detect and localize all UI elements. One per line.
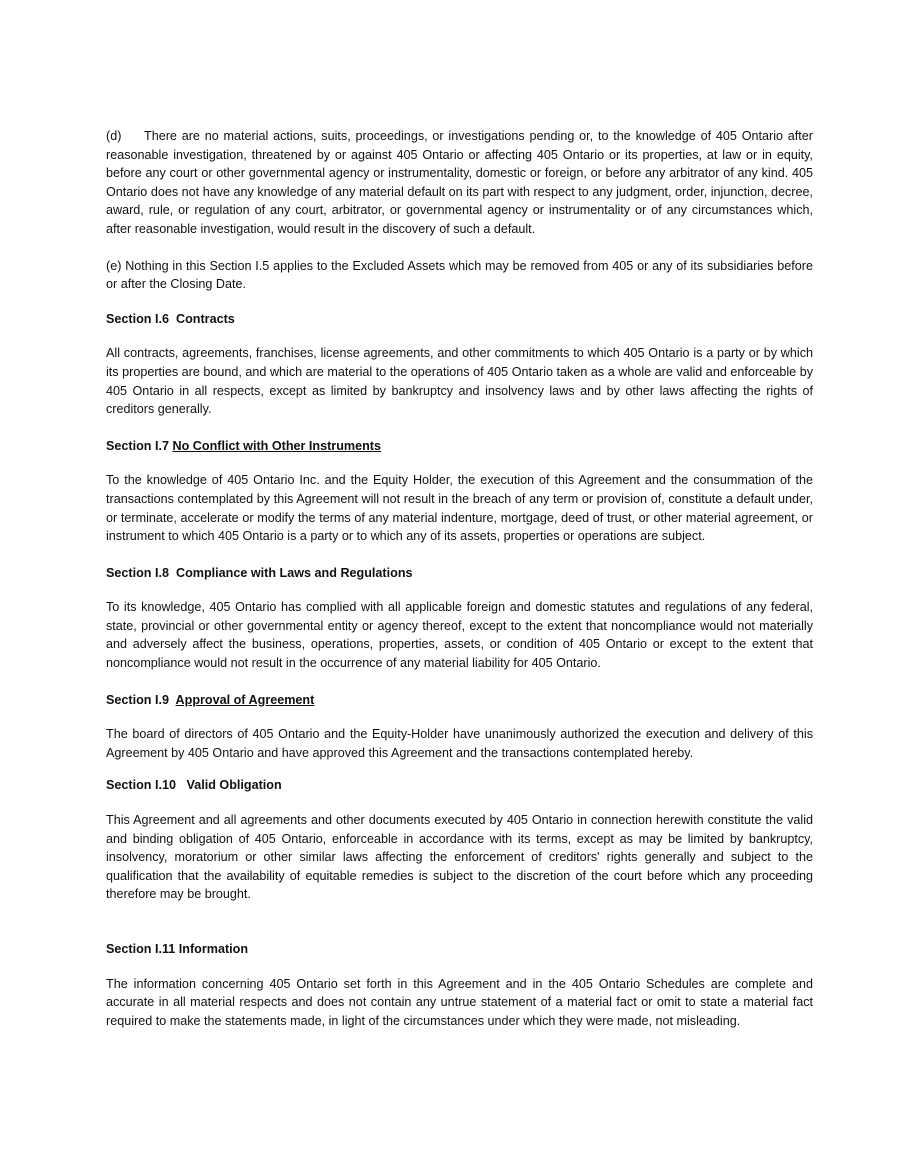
section-number: Section I.6	[106, 311, 169, 326]
section-heading-i6	[106, 310, 813, 329]
document-page	[106, 127, 813, 1030]
section-body-i10: This Agreement and all agreements and other documents executed by 405 Ontario in connection herewith constitute the valid and binding obligation of 405 Ontario, enforceable in accordance with its terms, except as may be limited by bankruptcy, insolvency, moratorium or other similar laws affecting the enforcement of creditors' rights generally and subject to the qualification that the availability of equitable remedies is subject to the discretion of the court before which any proceeding therefore may be brought.	[106, 813, 813, 902]
section-title: Valid Obligation	[186, 778, 282, 793]
paragraph-d-label: (d)	[106, 129, 122, 143]
section-heading-i11	[106, 940, 813, 959]
section-heading-i8	[106, 564, 813, 583]
section-heading-i10	[106, 776, 813, 795]
section-title: Approval of Agreement	[175, 692, 315, 707]
section-body-i9: The board of directors of 405 Ontario and the Equity-Holder have unanimously authorized the execution and delivery of this Agreement by 405 Ontario and have approved this Agreement and the transactions contemplated hereby.	[106, 727, 813, 760]
section-body-i7: To the knowledge of 405 Ontario Inc. and the Equity Holder, the execution of this Agreement and the consummation of the transactions contemplated by this Agreement will not result in the breach of any term or provision of, constitute a default under, or terminate, accelerate or modify the terms of any material indenture, mortgage, deed of trust, or other material agreement, or instrument to which 405 Ontario is a party or to which any of its assets, properties or operations are subject.	[106, 473, 813, 544]
section-title: No Conflict with Other Instruments	[172, 438, 381, 453]
section-title: Information	[178, 942, 249, 956]
section-number: Section I.9	[106, 692, 169, 707]
paragraph-e: (e) Nothing in this Section I.5 applies to the Excluded Assets which may be removed from 405 or any of its subsidiaries before or after the Closing Date.	[106, 258, 813, 292]
section-number: Section I.10	[106, 778, 176, 793]
section-title: Contracts	[176, 311, 235, 326]
paragraph-d-text: There are no material actions, suits, proceedings, or investigations pending or, to the knowledge of 405 Ontario after reasonable investigation, threatened by or against 405 Ontario or affecting 405 Ontario or its properties, at law or in equity, before any court or other governmental agency or instrumentality, domestic or foreign, or before any arbitrator of any kind. 405 Ontario does not have any knowledge of any material default on its part with respect to any judgment, order, injunction, decree, award, rule, or regulation of any court, arbitrator, or governmental agency or instrumentality or of any circumstances which, after reasonable investigation, would result in the discovery of such a default.	[106, 129, 813, 236]
section-number: Section I.7	[106, 438, 169, 453]
section-body-i6: All contracts, agreements, franchises, license agreements, and other commitments to which 405 Ontario is a party or by which its properties are bound, and which are material to the operations of 405 Ontario taken as a whole are valid and enforceable by 405 Ontario in all respects, except as limited by bankruptcy and insolvency laws and by other laws affecting the rights of creditors generally.	[106, 346, 813, 417]
paragraph-d	[106, 127, 813, 239]
section-body-i11: The information concerning 405 Ontario set forth in this Agreement and in the 405 Ontario Schedules are complete and accurate in all material respects and does not contain any untrue statement of a material fact or omit to state a material fact required to make the statements made, in light of the circumstances under which they were made, not misleading.	[106, 976, 813, 1028]
section-heading-i9	[106, 691, 813, 710]
section-body-i8: To its knowledge, 405 Ontario has complied with all applicable foreign and domestic statutes and regulations of any federal, state, provincial or other governmental entity or agency thereof, except to the extent that noncompliance would not materially and adversely affect the business, operations, properties, assets, or condition of 405 Ontario or except to the extent that noncompliance would not result in the occurrence of any material liability for 405 Ontario.	[106, 600, 813, 671]
section-number: Section I.8	[106, 565, 169, 580]
section-heading-i7	[106, 437, 813, 456]
section-number: Section I.11	[106, 942, 176, 956]
section-title: Compliance with Laws and Regulations	[176, 565, 413, 580]
